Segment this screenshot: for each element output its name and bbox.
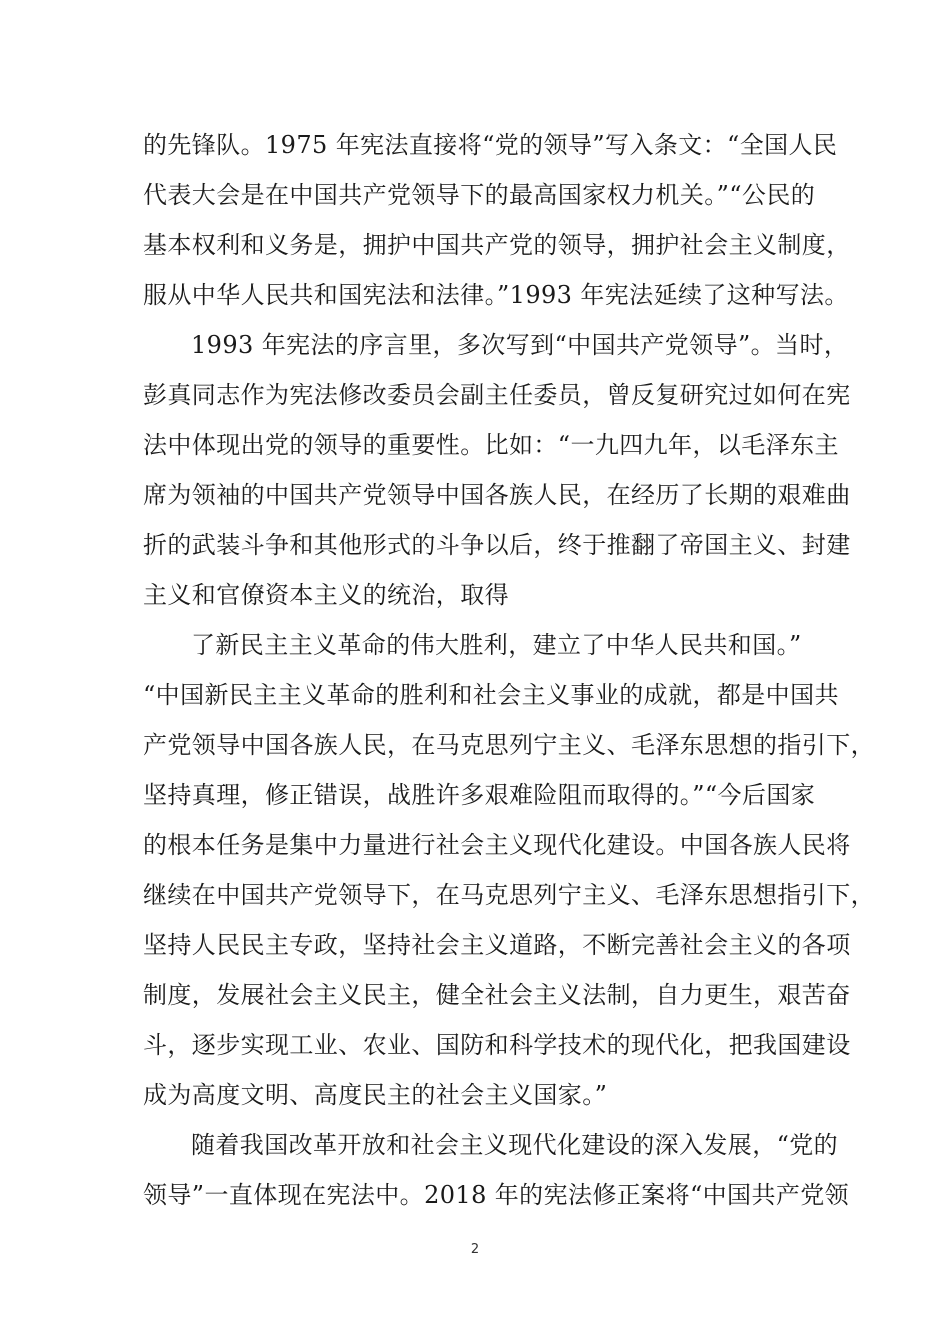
text-line: 坚持人民民主专政，坚持社会主义道路，不断完善社会主义的各项 xyxy=(143,931,851,959)
text-line: 席为领袖的中国共产党领导中国各族人民，在经历了长期的艰难曲 xyxy=(143,481,851,509)
text-line: 继续在中国共产党领导下，在马克思列宁主义、毛泽东思想指引下， xyxy=(143,881,875,909)
paragraph-first-line: 了新民主主义革命的伟大胜利，建立了中华人民共和国。” xyxy=(191,631,802,659)
text-line: 彭真同志作为宪法修改委员会副主任委员，曾反复研究过如何在宪 xyxy=(143,381,851,409)
text-line: 坚持真理，修正错误，战胜许多艰难险阻而取得的。”“今后国家 xyxy=(143,781,816,809)
text-line: 产党领导中国各族人民，在马克思列宁主义、毛泽东思想的指引下， xyxy=(143,731,875,759)
text-line: 的先锋队。1975 年宪法直接将“党的领导”写入条文：“全国人民 xyxy=(143,131,838,159)
text-line: 基本权利和义务是，拥护中国共产党的领导，拥护社会主义制度， xyxy=(143,231,851,259)
text-line: 的根本任务是集中力量进行社会主义现代化建设。中国各族人民将 xyxy=(143,831,851,859)
paragraph-first-line: 随着我国改革开放和社会主义现代化建设的深入发展，“党的 xyxy=(191,1131,839,1159)
text-line: 成为高度文明、高度民主的社会主义国家。” xyxy=(143,1081,608,1109)
text-line: 主义和官僚资本主义的统治，取得 xyxy=(143,581,509,609)
text-line: 折的武装斗争和其他形式的斗争以后，终于推翻了帝国主义、封建 xyxy=(143,531,851,559)
text-line: “中国新民主主义革命的胜利和社会主义事业的成就，都是中国共 xyxy=(143,681,839,709)
text-line: 法中体现出党的领导的重要性。比如：“一九四九年，以毛泽东主 xyxy=(143,431,839,459)
page-number: 2 xyxy=(470,1242,480,1257)
text-line: 代表大会是在中国共产党领导下的最高国家权力机关。”“公民的 xyxy=(143,181,816,209)
text-line: 服从中华人民共和国宪法和法律。”1993 年宪法延续了这种写法。 xyxy=(143,281,849,309)
text-line: 制度，发展社会主义民主，健全社会主义法制，自力更生，艰苦奋 xyxy=(143,981,851,1009)
text-line: 斗，逐步实现工业、农业、国防和科学技术的现代化，把我国建设 xyxy=(143,1031,851,1059)
text-line: 领导”一直体现在宪法中。2018 年的宪法修正案将“中国共产党领 xyxy=(143,1181,850,1209)
paragraph-first-line: 1993 年宪法的序言里，多次写到“中国共产党领导”。当时， xyxy=(191,331,849,359)
